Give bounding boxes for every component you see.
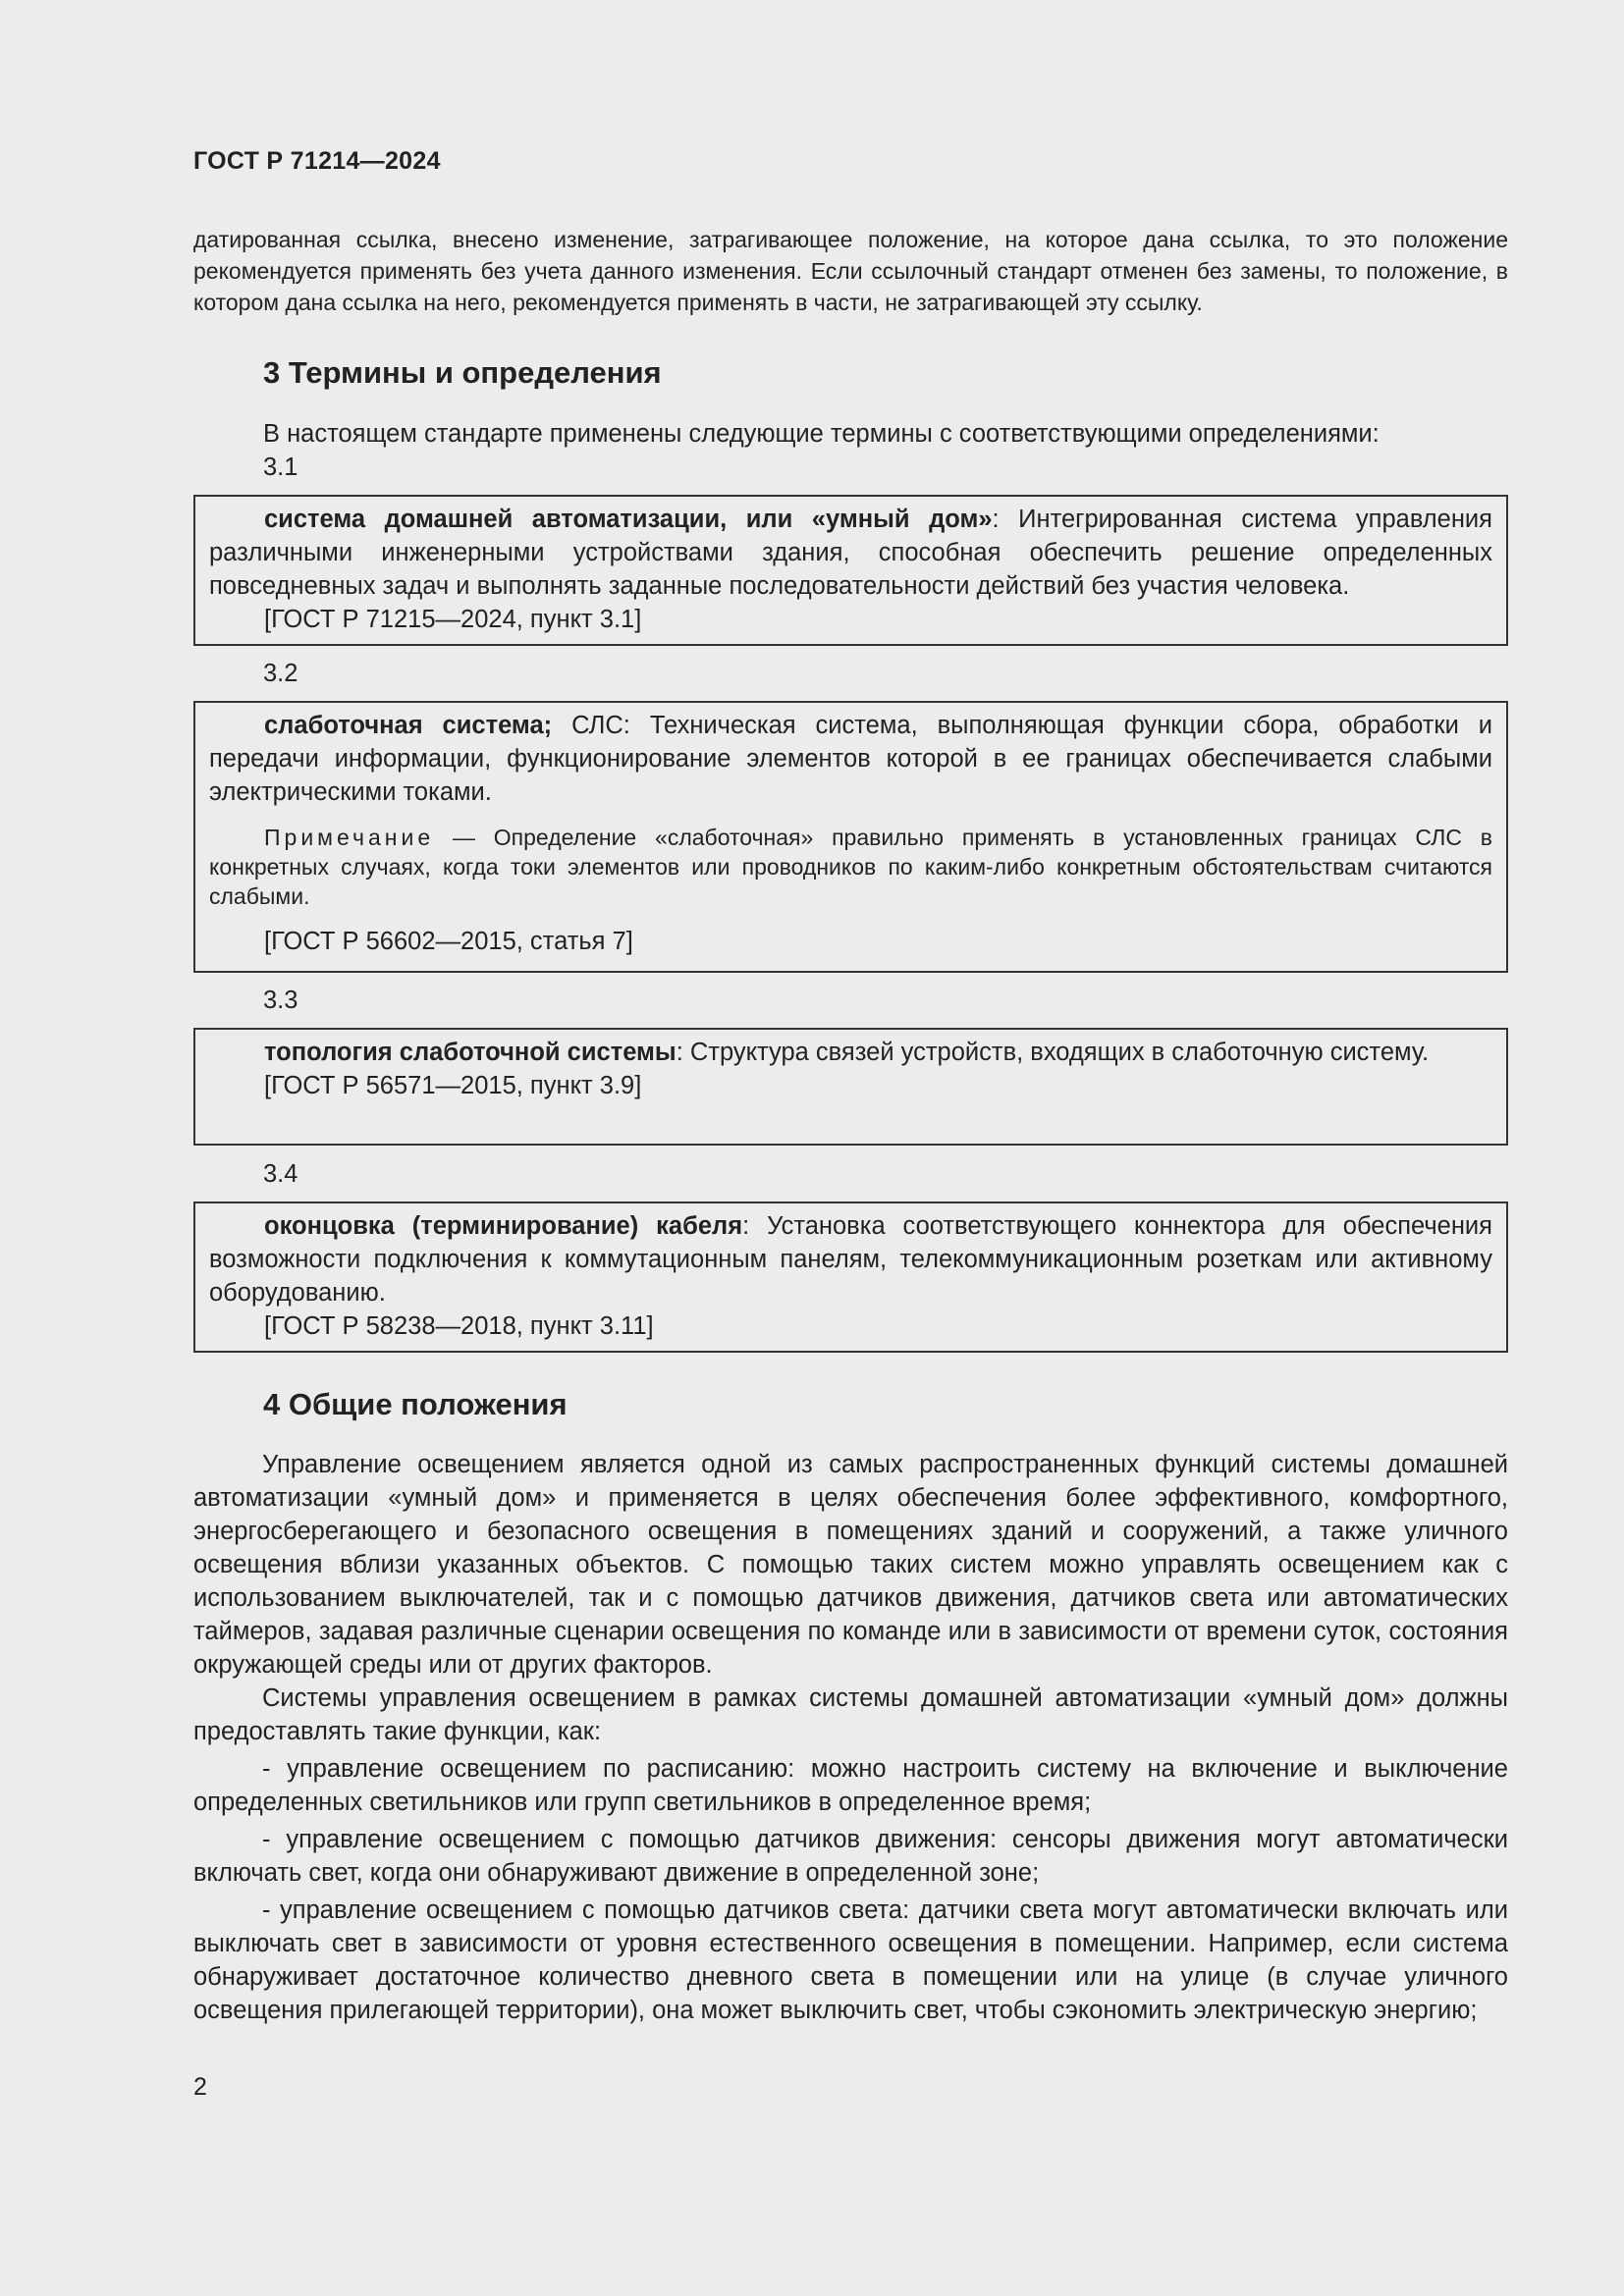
term-name: оконцовка (терминирование) кабеля (264, 1212, 743, 1240)
body-paragraph: Управление освещением является одной из самых распространенных функций системы домашней автоматизации «умный дом» и применяется в целях обеспечения более эффективного, комфортного, энергосберегающего и безопасного освещения в помещениях зданий и сооружений, а также уличного освещения вблизи указанных объектов. С помощью таких систем можно управлять освещением как с использованием выключателей, так и с помощью датчиков движения, датчиков света или автоматических таймеров, задавая различные сценарии освещения по команде или в зависимости от времени суток, состояния окружающей среды или от других факторов. (193, 1451, 1508, 1679)
section-3-lead: В настоящем стандарте применены следующие термины с соответствующими определениями: (263, 420, 1380, 448)
note-text: — Определение «слаботочная» правильно применять в установленных границах СЛС в конкретных случаях, когда токи элементов или проводников по каким-либо конкретным обстоятельствам считаются слабыми. (209, 825, 1492, 909)
term-box (193, 495, 1508, 646)
body-paragraph: Системы управления освещением в рамках системы домашней автоматизации «умный дом» должны предоставлять такие функции, как: (193, 1684, 1508, 1745)
term-number: 3.2 (263, 660, 298, 687)
term-number: 3.4 (263, 1160, 298, 1188)
term-box (193, 1028, 1508, 1146)
list-item: - управление освещением с помощью датчиков света: датчики света могут автоматически включать или выключать свет в зависимости от уровня естественного освещения в помещении. Например, если система обнаруживает достаточное количество дневного света в помещении или на улице (в случае уличного освещения прилегающей территории), она может выключить свет, чтобы сэкономить электрическую энергию; (193, 1896, 1508, 2024)
section-4-body (193, 1448, 1508, 2027)
term-definition-text: : Интегрированная система управления различными инженерными устройствами здания, способная обеспечить решение определенных повседневных задач и выполнять заданные последовательности действий без участия человека. (209, 506, 1492, 600)
intro-paragraph: датированная ссылка, внесено изменение, затрагивающее положение, на которое дана ссылка, то это положение рекомендуется применять без учета данного изменения. Если ссылочный стандарт отменен без замены, то положение, в котором дана ссылка на него, рекомендуется применять в части, не затрагивающей эту ссылку. (193, 227, 1508, 315)
term-box (193, 1201, 1508, 1353)
page-number: 2 (193, 2073, 207, 2101)
section-3-title: 3 Термины и определения (263, 355, 662, 390)
list-item: - управление освещением по расписанию: можно настроить систему на включение и выключение определенных светильников или групп светильников в определенное время; (193, 1755, 1508, 1816)
term-box (193, 701, 1508, 973)
term-definition-text: : Структура связей устройств, входящих в слаботочную систему. (676, 1039, 1430, 1066)
document-header: ГОСТ Р 71214—2024 (193, 147, 441, 175)
term-name: слаботочная система; (264, 712, 553, 739)
term-definition (209, 503, 1492, 603)
list-item: - управление освещением с помощью датчиков движения: сенсоры движения могут автоматически включать свет, когда они обнаруживают движение в определенной зоне; (193, 1826, 1508, 1887)
term-source: [ГОСТ Р 56571—2015, пункт 3.9] (264, 1072, 642, 1099)
term-definition-text: : Установка соответствующего коннектора для обеспечения возможности подключения к коммутационным панелям, телекоммуникационным розеткам или активному оборудованию. (209, 1212, 1492, 1307)
term-name: система домашней автоматизации, или «умный дом» (264, 506, 993, 533)
term-name: топология слаботочной системы (264, 1039, 677, 1066)
term-definition (209, 1209, 1492, 1309)
term-source: [ГОСТ Р 71215—2024, пункт 3.1] (264, 606, 642, 633)
term-source: [ГОСТ Р 58238—2018, пункт 3.11] (264, 1312, 654, 1340)
term-number: 3.3 (263, 987, 298, 1014)
note-label: Примечание (264, 825, 435, 850)
section-4-title: 4 Общие положения (263, 1387, 568, 1421)
term-definition (209, 1036, 1492, 1069)
term-definition (209, 709, 1492, 809)
term-source: [ГОСТ Р 56602—2015, статья 7] (264, 928, 633, 955)
term-number: 3.1 (263, 454, 298, 481)
term-note (209, 823, 1492, 911)
term-definition-text: СЛС: Техническая система, выполняющая функции сбора, обработки и передачи информации, функционирование элементов которой в ее границах обеспечивается слабыми электрическими токами. (209, 712, 1492, 806)
